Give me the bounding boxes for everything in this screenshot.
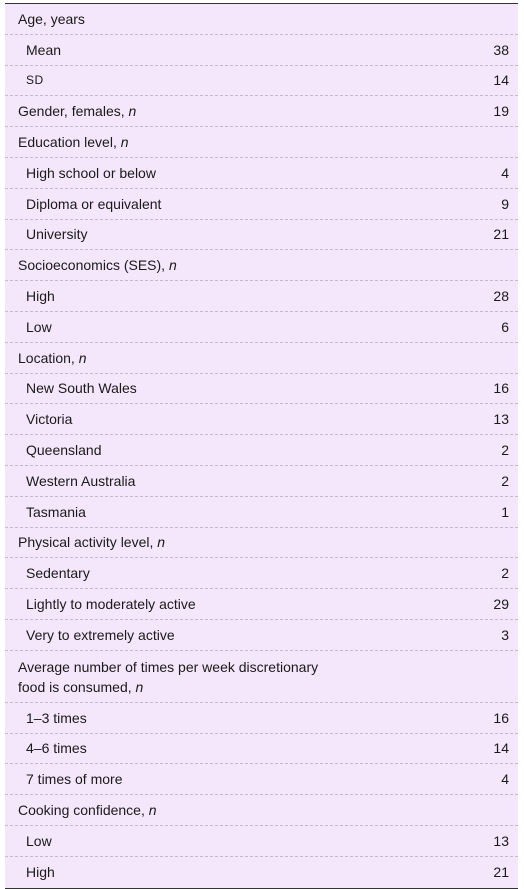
table-row <box>5 734 518 765</box>
row-label: Tasmania <box>26 503 86 520</box>
row-value: 6 <box>501 318 509 335</box>
row-label: Location, n <box>18 349 87 366</box>
table-row <box>5 435 518 466</box>
row-value: 21 <box>493 226 509 243</box>
table-section-row <box>5 651 518 703</box>
row-label: University <box>26 226 88 243</box>
row-value: 2 <box>501 472 509 489</box>
table-row <box>5 35 518 66</box>
row-value: 14 <box>493 740 509 757</box>
row-value: 3 <box>501 626 509 643</box>
row-label: Very to extremely active <box>26 626 175 643</box>
table-section-row <box>5 127 518 158</box>
row-value: 4 <box>501 771 509 788</box>
row-value: 2 <box>501 442 509 459</box>
row-label: Socioeconomics (SES), n <box>18 257 177 274</box>
table-row <box>5 220 518 251</box>
row-label: Gender, females, n <box>18 103 137 120</box>
table-row <box>5 66 518 97</box>
row-value: 13 <box>493 411 509 428</box>
row-value: 29 <box>493 596 509 613</box>
row-value: 16 <box>493 380 509 397</box>
table-row <box>5 764 518 795</box>
row-label: Sedentary <box>26 565 90 582</box>
row-label: Mean <box>26 41 62 58</box>
table-section-row <box>5 96 518 127</box>
row-value: 14 <box>493 72 509 89</box>
row-label: Physical activity level, n <box>18 534 166 551</box>
row-label: High <box>26 864 55 881</box>
row-value: 16 <box>493 709 509 726</box>
row-value: 1 <box>501 503 509 520</box>
table-row <box>5 189 518 220</box>
table-row <box>5 281 518 312</box>
row-label: Western Australia <box>26 472 136 489</box>
row-label: SD <box>26 73 44 88</box>
table-section-row <box>5 343 518 374</box>
row-value: 9 <box>501 195 509 212</box>
table-row <box>5 466 518 497</box>
row-value: 28 <box>493 288 509 305</box>
table-row <box>5 857 518 888</box>
table-row <box>5 826 518 857</box>
table-row <box>5 404 518 435</box>
row-value: 13 <box>493 832 509 849</box>
row-label: New South Wales <box>26 380 137 397</box>
table-section-row <box>5 528 518 559</box>
demographics-table <box>5 3 518 889</box>
row-label: High school or below <box>26 164 156 181</box>
row-label: Education level, n <box>18 134 129 151</box>
row-label: Low <box>26 318 52 335</box>
table-section-row <box>5 4 518 35</box>
table-section-row <box>5 795 518 826</box>
row-label: Diploma or equivalent <box>26 195 162 212</box>
row-label: Average number of times per week discretionary food is consumed, n <box>18 658 319 695</box>
row-value: 38 <box>493 41 509 58</box>
table-section-row <box>5 250 518 281</box>
row-label: Low <box>26 832 52 849</box>
table-row <box>5 312 518 343</box>
table-row <box>5 497 518 528</box>
table-row <box>5 620 518 651</box>
row-label: 4–6 times <box>26 740 87 757</box>
row-label: Cooking confidence, n <box>18 802 157 819</box>
row-label: Victoria <box>26 411 73 428</box>
row-label: Queensland <box>26 442 102 459</box>
row-label: 7 times of more <box>26 771 123 788</box>
row-value: 19 <box>493 103 509 120</box>
row-label: Age, years <box>18 10 85 27</box>
row-value: 2 <box>501 565 509 582</box>
table-row <box>5 558 518 589</box>
row-label: 1–3 times <box>26 709 87 726</box>
row-label: Lightly to moderately active <box>26 596 196 613</box>
row-label: High <box>26 288 55 305</box>
table-row <box>5 158 518 189</box>
table-row <box>5 703 518 734</box>
table-row <box>5 589 518 620</box>
row-value: 21 <box>493 864 509 881</box>
table-row <box>5 374 518 405</box>
row-value: 4 <box>501 164 509 181</box>
